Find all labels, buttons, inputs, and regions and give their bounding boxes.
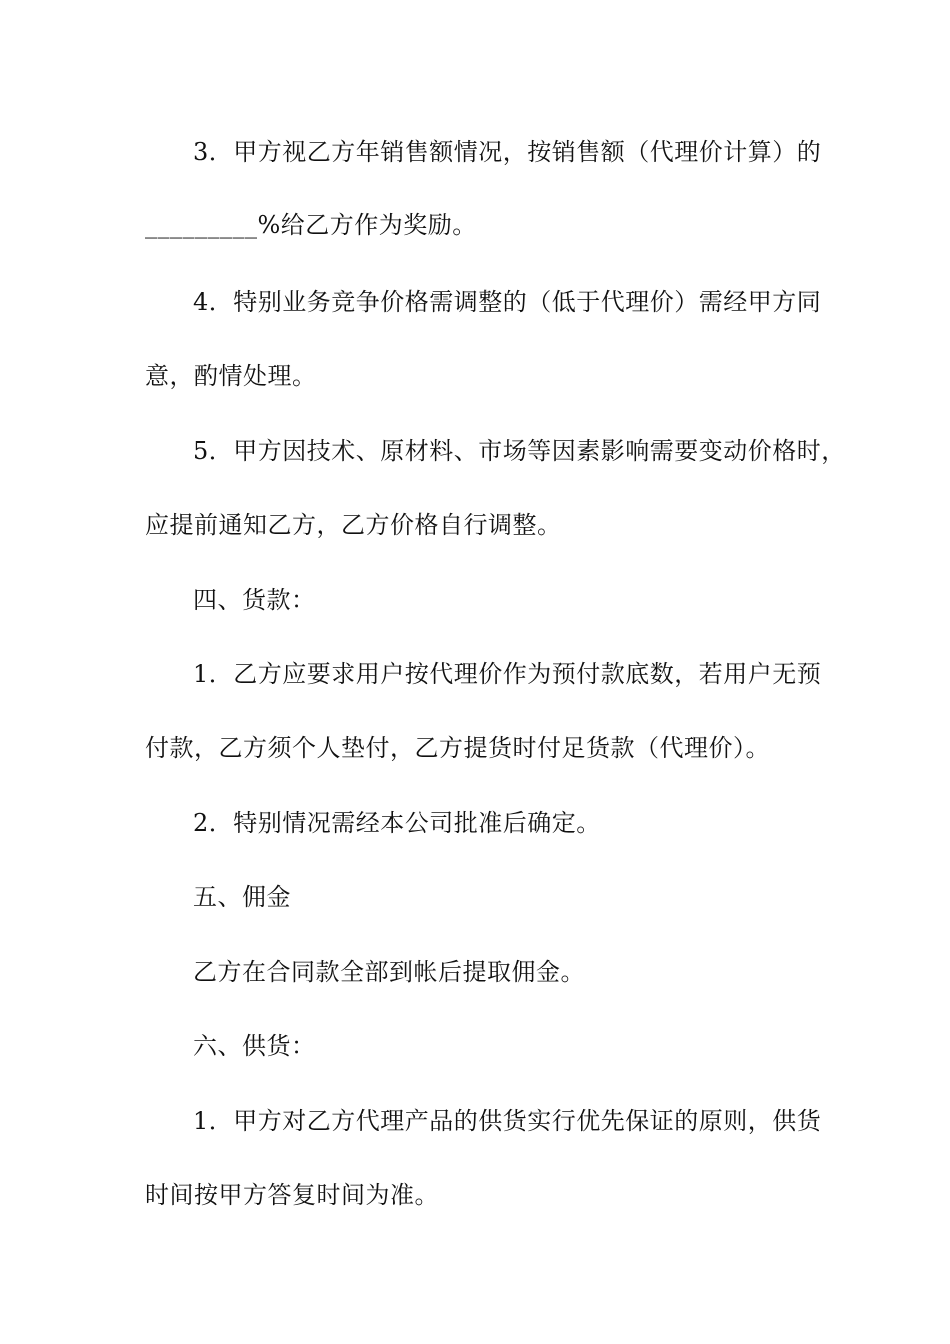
paragraph-line: 时间按甲方答复时间为准。	[145, 1181, 439, 1209]
paragraph-line: 1．乙方应要求用户按代理价作为预付款底数，若用户无预	[193, 660, 822, 688]
paragraph-line: 意，酌情处理。	[145, 362, 317, 390]
paragraph-line: 3．甲方视乙方年销售额情况，按销售额（代理价计算）的	[193, 138, 822, 166]
paragraph-line: 5．甲方因技术、原材料、市场等因素影响需要变动价格时，	[193, 437, 846, 465]
section-heading: 五、佣金	[193, 883, 291, 911]
section-heading: 六、供货：	[193, 1032, 316, 1060]
section-heading: 四、货款：	[193, 586, 316, 614]
paragraph-line: 1．甲方对乙方代理产品的供货实行优先保证的原则，供货	[193, 1107, 822, 1135]
paragraph-line: 应提前通知乙方，乙方价格自行调整。	[145, 511, 562, 539]
paragraph-line: 4．特别业务竞争价格需调整的（低于代理价）需经甲方同	[193, 288, 822, 316]
paragraph-line: _________%给乙方作为奖励。	[145, 211, 477, 239]
paragraph-line: 付款，乙方须个人垫付，乙方提货时付足货款（代理价）。	[145, 734, 770, 762]
paragraph-line: 2．特别情况需经本公司批准后确定。	[193, 809, 601, 837]
paragraph-line: 乙方在合同款全部到帐后提取佣金。	[193, 958, 585, 986]
